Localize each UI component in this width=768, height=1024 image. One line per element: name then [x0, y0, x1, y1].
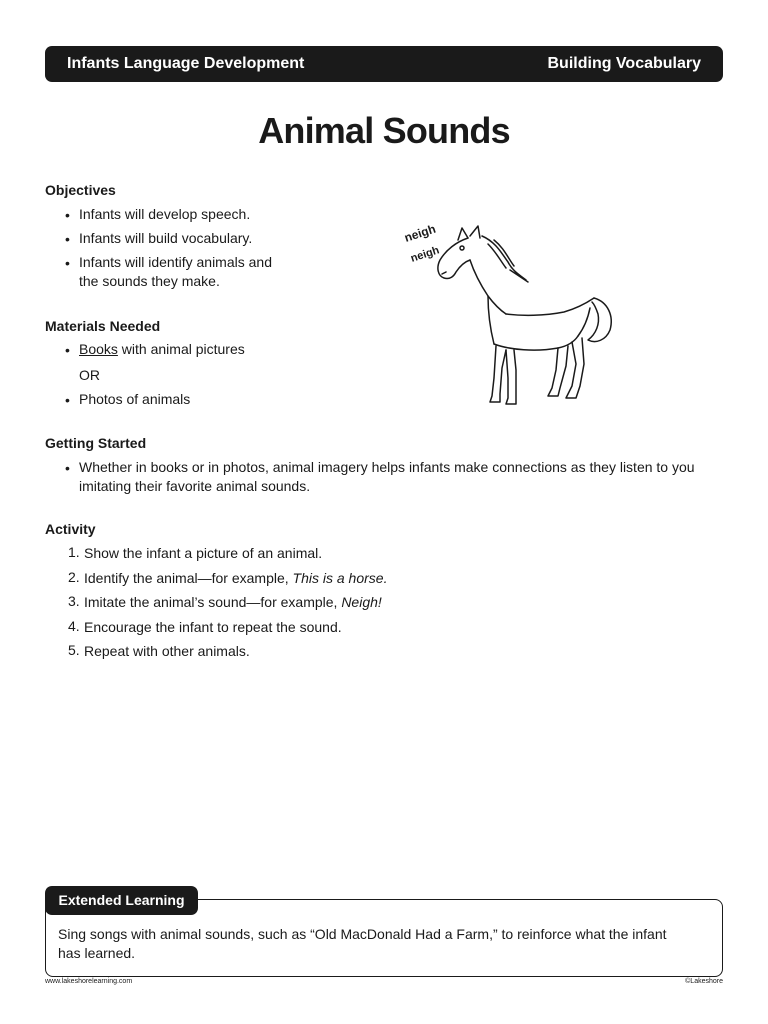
objective-item-continued: the sounds they make. [79, 273, 220, 289]
materials-item-books [79, 340, 245, 359]
extended-learning-label: Extended Learning [45, 886, 198, 915]
activity-step [84, 593, 382, 612]
horse-illustration [398, 218, 620, 410]
activity-step [84, 569, 387, 588]
header-right-title: Building Vocabulary [547, 55, 701, 72]
activity-heading: Activity [45, 521, 96, 537]
activity-step-example: Neigh! [341, 594, 382, 610]
activity-step-example: This is a horse. [292, 570, 388, 586]
activity-step-text: Show the infant a picture of an animal. [84, 545, 323, 561]
extended-learning-line2: has learned. [58, 945, 136, 961]
extended-learning-line1: Sing songs with animal sounds, such as “Old MacDonald Had a Farm,” to reinforce what the infant [58, 926, 667, 942]
objective-item: Infants will identify animals and [79, 254, 272, 270]
footer-copyright: ©Lakeshore [685, 978, 723, 985]
extended-learning-text [58, 925, 708, 963]
header-bar [45, 46, 723, 82]
books-link[interactable]: Books [79, 341, 118, 357]
getting-started-text-line2: imitating their favorite animal sounds. [79, 478, 311, 494]
page-title: Animal Sounds [258, 110, 510, 151]
activity-step-number: 1. [68, 544, 80, 560]
bullet-icon: • [65, 342, 70, 358]
activity-step-text: Repeat with other animals. [84, 643, 250, 659]
activity-step-number: 5. [68, 642, 80, 658]
bullet-icon: • [65, 392, 70, 408]
activity-step [84, 642, 250, 661]
header-left-title: Infants Language Development [67, 55, 305, 72]
bullet-icon: • [65, 207, 70, 223]
materials-heading: Materials Needed [45, 318, 161, 334]
activity-step-text: Encourage the infant to repeat the sound. [84, 619, 342, 635]
bullet-icon: • [65, 460, 70, 476]
getting-started-text-line1: Whether in books or in photos, animal imagery helps infants make connections as they listen to you [79, 459, 695, 475]
objectives-heading: Objectives [45, 182, 116, 198]
activity-step [84, 618, 342, 637]
getting-started-heading: Getting Started [45, 435, 147, 451]
activity-step-text: Identify the animal—for example, [84, 570, 293, 586]
materials-or: OR [79, 367, 100, 383]
activity-step-number: 3. [68, 593, 80, 609]
neigh-sound-label: neigh [409, 244, 441, 265]
activity-step-number: 4. [68, 618, 80, 634]
objective-item: Infants will develop speech. [79, 206, 251, 222]
neigh-sound-label: neigh [402, 221, 438, 245]
activity-step [84, 544, 322, 563]
materials-item-photos: Photos of animals [79, 391, 191, 407]
materials-item-books-text: with animal pictures [117, 341, 245, 357]
objective-item: Infants will build vocabulary. [79, 230, 253, 246]
bullet-icon: • [65, 231, 70, 247]
activity-step-text: Imitate the animal’s sound—for example, [84, 594, 342, 610]
activity-step-number: 2. [68, 569, 80, 585]
bullet-icon: • [65, 255, 70, 271]
footer-url[interactable]: www.lakeshorelearning.com [45, 978, 133, 985]
